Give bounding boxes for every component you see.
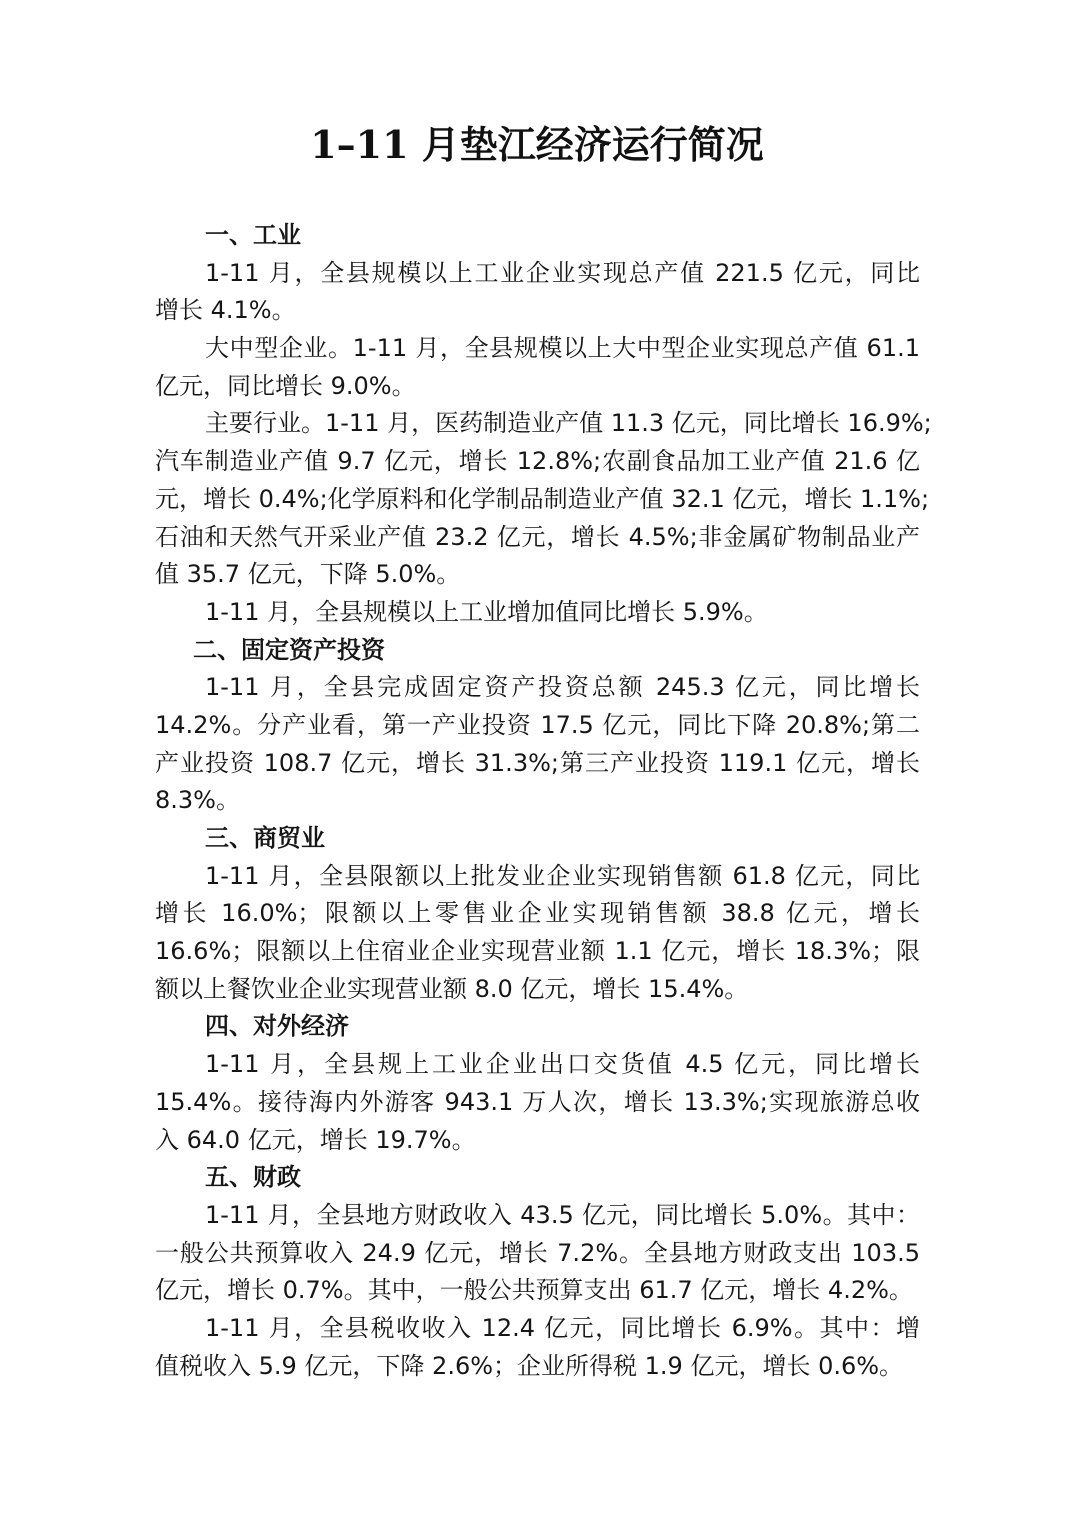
section-finance (155, 1159, 920, 1385)
paragraph-line: 亿元，同比增长 9.0%。 (155, 371, 416, 400)
paragraph-line: 1-11 月，全县规上工业企业出口交货值 4.5 亿元，同比增长 (205, 1050, 920, 1079)
paragraph-line: 主要行业。1-11 月，医药制造业产值 11.3 亿元，同比增长 16.9%; (205, 409, 932, 438)
paragraph-line: 亿元，增长 0.7%。其中，一般公共预算支出 61.7 亿元，增长 4.2%。 (155, 1276, 913, 1305)
paragraph-line: 值 35.7 亿元，下降 5.0%。 (155, 560, 461, 589)
paragraph (155, 1046, 920, 1159)
paragraph-line: 一般公共预算收入 24.9 亿元，增长 7.2%。全县地方财政支出 103.5 (155, 1238, 920, 1267)
paragraph-line: 14.2%。分产业看，第一产业投资 17.5 亿元，同比下降 20.8%;第二 (155, 710, 920, 739)
paragraph (155, 1310, 920, 1385)
paragraph-line: 大中型企业。1-11 月，全县规模以上大中型企业实现总产值 61.1 (205, 334, 920, 363)
section-commerce (155, 820, 920, 1008)
section-heading: 四、对外经济 (205, 1012, 349, 1041)
paragraph-line: 增长 16.0%；限额以上零售业企业实现销售额 38.8 亿元，增长 (155, 899, 920, 928)
section-heading: 二、固定资产投资 (193, 635, 385, 664)
paragraph (155, 594, 920, 632)
paragraph-line: 额以上餐饮业企业实现营业额 8.0 亿元，增长 15.4%。 (155, 974, 749, 1003)
paragraph (155, 858, 920, 1009)
section-fixed-asset-investment (155, 632, 920, 820)
paragraph (155, 330, 920, 405)
paragraph-line: 石油和天然气开采业产值 23.2 亿元，增长 4.5%;非金属矿物制品业产 (155, 522, 920, 551)
document-title: 1–11 月垫江经济运行简况 (310, 122, 764, 167)
section-heading: 一、工业 (205, 221, 301, 249)
paragraph-line: 1-11 月，全县规模以上工业企业实现总产值 221.5 亿元，同比 (205, 258, 920, 287)
paragraph-line: 1-11 月，全县限额以上批发业企业实现销售额 61.8 亿元，同比 (205, 861, 920, 890)
paragraph-line: 元，增长 0.4%;化学原料和化学制品制造业产值 32.1 亿元，增长 1.1%; (155, 484, 930, 513)
paragraph-line: 1-11 月，全县完成固定资产投资总额 245.3 亿元，同比增长 (205, 673, 920, 702)
document-body (155, 217, 932, 1385)
paragraph (155, 405, 932, 593)
paragraph-line: 产业投资 108.7 亿元，增长 31.3%;第三产业投资 119.1 亿元，增长 (155, 748, 920, 777)
paragraph-line: 1-11 月，全县规模以上工业增加值同比增长 5.9%。 (205, 597, 768, 626)
paragraph-line: 8.3%。 (155, 786, 240, 815)
section-heading: 三、商贸业 (205, 824, 325, 852)
section-industry (155, 217, 932, 632)
paragraph-line: 值税收入 5.9 亿元，下降 2.6%；企业所得税 1.9 亿元，增长 0.6%。 (155, 1351, 904, 1380)
section-heading: 五、财政 (205, 1163, 301, 1192)
paragraph-line: 1-11 月，全县税收收入 12.4 亿元，同比增长 6.9%。其中：增 (205, 1313, 920, 1342)
paragraph-line: 汽车制造业产值 9.7 亿元，增长 12.8%;农副食品加工业产值 21.6 亿 (155, 447, 920, 476)
paragraph-line: 15.4%。接待海内外游客 943.1 万人次，增长 13.3%;实现旅游总收 (155, 1087, 920, 1116)
paragraph (155, 255, 920, 330)
section-external-economy (155, 1008, 920, 1159)
paragraph-line: 16.6%；限额以上住宿业企业实现营业额 1.1 亿元，增长 18.3%；限 (155, 937, 920, 966)
paragraph-line: 增长 4.1%。 (155, 296, 296, 325)
paragraph-line: 1-11 月，全县地方财政收入 43.5 亿元，同比增长 5.0%。其中： (205, 1200, 920, 1229)
paragraph (155, 1197, 920, 1310)
paragraph (155, 669, 920, 820)
paragraph-line: 入 64.0 亿元，增长 19.7%。 (155, 1125, 476, 1154)
